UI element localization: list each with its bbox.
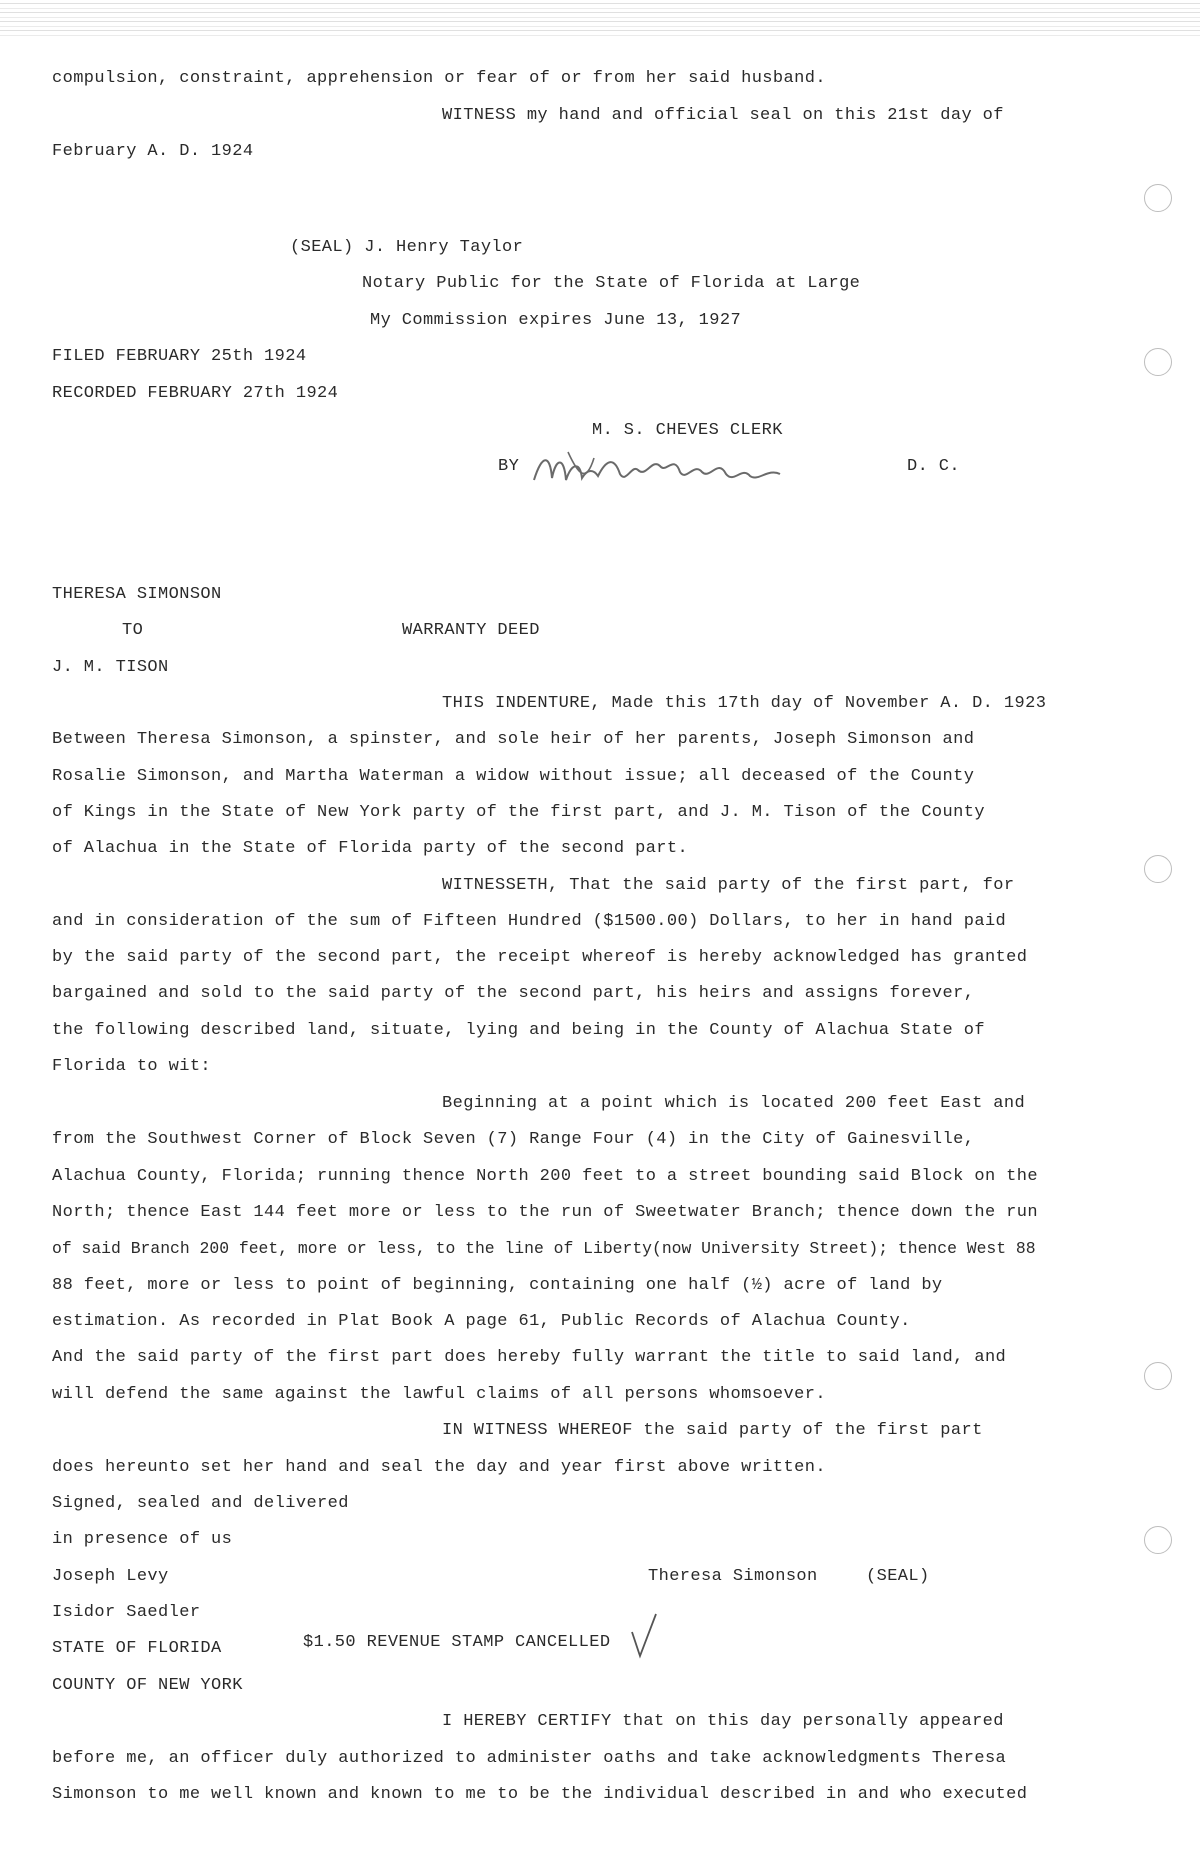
- notary-signature: (SEAL) J. Henry Taylor: [290, 238, 524, 257]
- text-line: of Kings in the State of New York party of the first part, and J. M. Tison of the County: [52, 803, 985, 822]
- text-line: Alachua County, Florida; running thence North 200 feet to a street bounding said Block on the: [52, 1167, 1038, 1186]
- witness-name: Isidor Saedler: [52, 1603, 201, 1622]
- text-line: of Alachua in the State of Florida party of the second part.: [52, 839, 689, 858]
- text-line: by the said party of the second part, the receipt whereof is hereby acknowledged has granted: [52, 948, 1028, 967]
- text-line: will defend the same against the lawful claims of all persons whomsoever.: [52, 1385, 826, 1404]
- grantor-name: THERESA SIMONSON: [52, 585, 222, 604]
- clerk-name: M. S. CHEVES CLERK: [592, 421, 783, 440]
- signed-sealed-label: Signed, sealed and delivered: [52, 1494, 349, 1513]
- text-line: North; thence East 144 feet more or less to the run of Sweetwater Branch; thence down the run: [52, 1203, 1038, 1222]
- text-line: Between Theresa Simonson, a spinster, and sole heir of her parents, Joseph Simonson and: [52, 730, 975, 749]
- text-line: Rosalie Simonson, and Martha Waterman a widow without issue; all deceased of the County: [52, 767, 975, 786]
- binder-hole: [1144, 184, 1172, 212]
- text-line: February A. D. 1924: [52, 142, 254, 161]
- check-mark: [630, 1610, 660, 1660]
- text-line: WITNESSETH, That the said party of the first part, for: [442, 876, 1015, 895]
- grantor-signature: Theresa Simonson: [648, 1567, 818, 1586]
- text-line: the following described land, situate, lying and being in the County of Alachua State of: [52, 1021, 985, 1040]
- text-line: IN WITNESS WHEREOF the said party of the first part: [442, 1421, 983, 1440]
- binder-hole: [1144, 1362, 1172, 1390]
- by-label: BY: [498, 457, 520, 476]
- text-line: and in consideration of the sum of Fifteen Hundred ($1500.00) Dollars, to her in hand paid: [52, 912, 1007, 931]
- text-line: Simonson to me well known and known to me to be the individual described in and who executed: [52, 1785, 1028, 1804]
- to-label: TO: [122, 621, 144, 640]
- filed-date: FILED FEBRUARY 25th 1924: [52, 347, 307, 366]
- text-line: And the said party of the first part does hereby fully warrant the title to said land, and: [52, 1348, 1007, 1367]
- binder-hole: [1144, 1526, 1172, 1554]
- text-line: compulsion, constraint, apprehension or fear of or from her said husband.: [52, 69, 826, 88]
- commission-expiry: My Commission expires June 13, 1927: [370, 311, 742, 330]
- handwritten-signature: [528, 444, 788, 496]
- text-line: estimation. As recorded in Plat Book A page 61, Public Records of Alachua County.: [52, 1312, 911, 1331]
- presence-label: in presence of us: [52, 1530, 233, 1549]
- text-line: I HEREBY CERTIFY that on this day personally appeared: [442, 1712, 1004, 1731]
- binder-hole: [1144, 855, 1172, 883]
- witness-name: Joseph Levy: [52, 1567, 169, 1586]
- text-line: does hereunto set her hand and seal the day and year first above written.: [52, 1458, 826, 1477]
- grantee-name: J. M. TISON: [52, 658, 169, 677]
- deed-type: WARRANTY DEED: [402, 621, 540, 640]
- notary-title: Notary Public for the State of Florida at Large: [362, 274, 861, 293]
- state-label: STATE OF FLORIDA: [52, 1639, 222, 1658]
- seal-label: (SEAL): [866, 1567, 930, 1586]
- text-line: of said Branch 200 feet, more or less, to the line of Liberty(now University Street); thence West 88: [52, 1239, 1036, 1258]
- text-line: bargained and sold to the said party of the second part, his heirs and assigns forever,: [52, 984, 975, 1003]
- text-line: from the Southwest Corner of Block Seven (7) Range Four (4) in the City of Gainesville,: [52, 1130, 975, 1149]
- page-top-edge: [0, 0, 1200, 36]
- text-line: before me, an officer duly authorized to administer oaths and take acknowledgments Theresa: [52, 1749, 1007, 1768]
- text-line: Florida to wit:: [52, 1057, 212, 1076]
- binder-hole: [1144, 348, 1172, 376]
- text-line: THIS INDENTURE, Made this 17th day of November A. D. 1923: [442, 694, 1047, 713]
- county-label: COUNTY OF NEW YORK: [52, 1676, 243, 1695]
- text-line: Beginning at a point which is located 200 feet East and: [442, 1094, 1026, 1113]
- recorded-date: RECORDED FEBRUARY 27th 1924: [52, 384, 339, 403]
- revenue-stamp-note: $1.50 REVENUE STAMP CANCELLED: [303, 1633, 611, 1652]
- text-line: WITNESS my hand and official seal on this 21st day of: [442, 106, 1004, 125]
- dc-label: D. C.: [907, 457, 961, 476]
- text-line: 88 feet, more or less to point of beginning, containing one half (½) acre of land by: [52, 1276, 943, 1295]
